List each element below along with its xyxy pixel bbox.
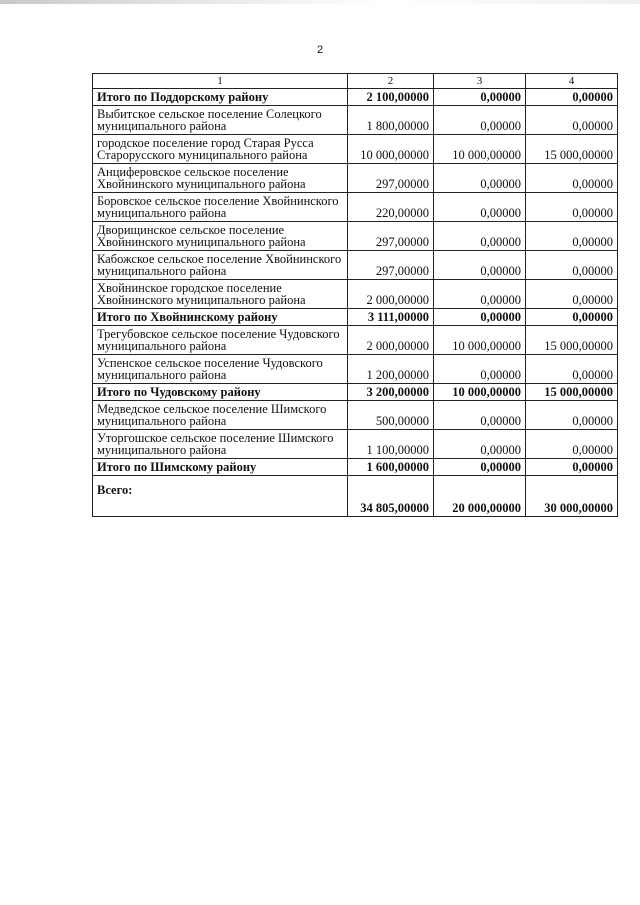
settlement-name-cell: Всего: [93,476,348,517]
amount-col3-cell: 0,00000 [434,164,526,193]
amount-col2-cell: 2 000,00000 [348,326,434,355]
district-total-row [93,384,618,401]
table-row [93,251,618,280]
amount-col2-cell: 297,00000 [348,164,434,193]
amount-col2-cell: 297,00000 [348,251,434,280]
page-number: 2 [316,44,324,56]
amount-col3-cell: 0,00000 [434,251,526,280]
amount-col4-cell: 0,00000 [526,355,618,384]
amount-col2-cell: 297,00000 [348,222,434,251]
amount-col2-cell: 1 800,00000 [348,106,434,135]
grand-total-row [93,476,618,517]
header-cell-4: 4 [526,74,618,89]
header-row [93,74,618,89]
table-row [93,401,618,430]
amount-col4-cell: 0,00000 [526,401,618,430]
amount-col4-cell: 30 000,00000 [526,476,618,517]
amount-col2-cell: 3 111,00000 [348,309,434,326]
amount-col3-cell: 0,00000 [434,309,526,326]
amount-col3-cell: 0,00000 [434,222,526,251]
amount-col4-cell: 0,00000 [526,89,618,106]
amount-col4-cell: 0,00000 [526,430,618,459]
table-row [93,326,618,355]
amount-col4-cell: 0,00000 [526,222,618,251]
table-row [93,430,618,459]
amount-col3-cell: 0,00000 [434,106,526,135]
amount-col4-cell: 15 000,00000 [526,135,618,164]
amount-col3-cell: 10 000,00000 [434,326,526,355]
settlement-name-cell: Дворищинское сельское поселение Хвойнинского муниципального района [93,222,348,251]
amount-col2-cell: 1 600,00000 [348,459,434,476]
amount-col2-cell: 2 000,00000 [348,280,434,309]
table-row [93,355,618,384]
amount-col4-cell: 15 000,00000 [526,326,618,355]
amount-col4-cell: 0,00000 [526,251,618,280]
amount-col4-cell: 0,00000 [526,193,618,222]
amount-col3-cell: 0,00000 [434,459,526,476]
header-cell-2: 2 [348,74,434,89]
settlement-name-cell: Анциферовское сельское поселение Хвойнинского муниципального района [93,164,348,193]
amount-col4-cell: 0,00000 [526,309,618,326]
settlement-name-cell: Боровское сельское поселение Хвойнинского муниципального района [93,193,348,222]
amount-col4-cell: 15 000,00000 [526,384,618,401]
table-row [93,135,618,164]
amount-col4-cell: 0,00000 [526,280,618,309]
amount-col2-cell: 220,00000 [348,193,434,222]
amount-col2-cell: 2 100,00000 [348,89,434,106]
amount-col4-cell: 0,00000 [526,459,618,476]
settlement-name-cell: Выбитское сельское поселение Солецкого муниципального района [93,106,348,135]
settlement-name-cell: городское поселение город Старая Русса Старорусского муниципального района [93,135,348,164]
amount-col3-cell: 0,00000 [434,355,526,384]
district-total-row [93,89,618,106]
table-row [93,164,618,193]
amount-col2-cell: 3 200,00000 [348,384,434,401]
settlement-name-cell: Кабожское сельское поселение Хвойнинского муниципального района [93,251,348,280]
settlement-name-cell: Трегубовское сельское поселение Чудовского муниципального района [93,326,348,355]
amount-col2-cell: 1 200,00000 [348,355,434,384]
amount-col3-cell: 0,00000 [434,193,526,222]
amount-col3-cell: 10 000,00000 [434,384,526,401]
amount-col2-cell: 1 100,00000 [348,430,434,459]
settlement-name-cell: Медведское сельское поселение Шимского муниципального района [93,401,348,430]
amount-col3-cell: 20 000,00000 [434,476,526,517]
amount-col2-cell: 500,00000 [348,401,434,430]
amount-col4-cell: 0,00000 [526,106,618,135]
settlement-name-cell: Успенское сельское поселение Чудовского муниципального района [93,355,348,384]
header-cell-1: 1 [93,74,348,89]
amount-col3-cell: 0,00000 [434,430,526,459]
amount-col3-cell: 0,00000 [434,280,526,309]
amount-col3-cell: 10 000,00000 [434,135,526,164]
table-row [93,106,618,135]
amount-col2-cell: 34 805,00000 [348,476,434,517]
settlement-name-cell: Итого по Чудовскому району [93,384,348,401]
table-row [93,280,618,309]
table-body [93,89,618,517]
settlement-name-cell: Уторгошское сельское поселение Шимского муниципального района [93,430,348,459]
amount-col3-cell: 0,00000 [434,401,526,430]
budget-table [92,73,618,517]
table-row [93,222,618,251]
header-cell-3: 3 [434,74,526,89]
amount-col2-cell: 10 000,00000 [348,135,434,164]
settlement-name-cell: Итого по Хвойнинскому району [93,309,348,326]
settlement-name-cell: Итого по Поддорскому району [93,89,348,106]
amount-col3-cell: 0,00000 [434,89,526,106]
scan-edge-shadow [0,0,640,4]
district-total-row [93,309,618,326]
settlement-name-cell: Хвойнинское городское поселение Хвойнинского муниципального района [93,280,348,309]
table-row [93,193,618,222]
settlement-name-cell: Итого по Шимскому району [93,459,348,476]
district-total-row [93,459,618,476]
amount-col4-cell: 0,00000 [526,164,618,193]
